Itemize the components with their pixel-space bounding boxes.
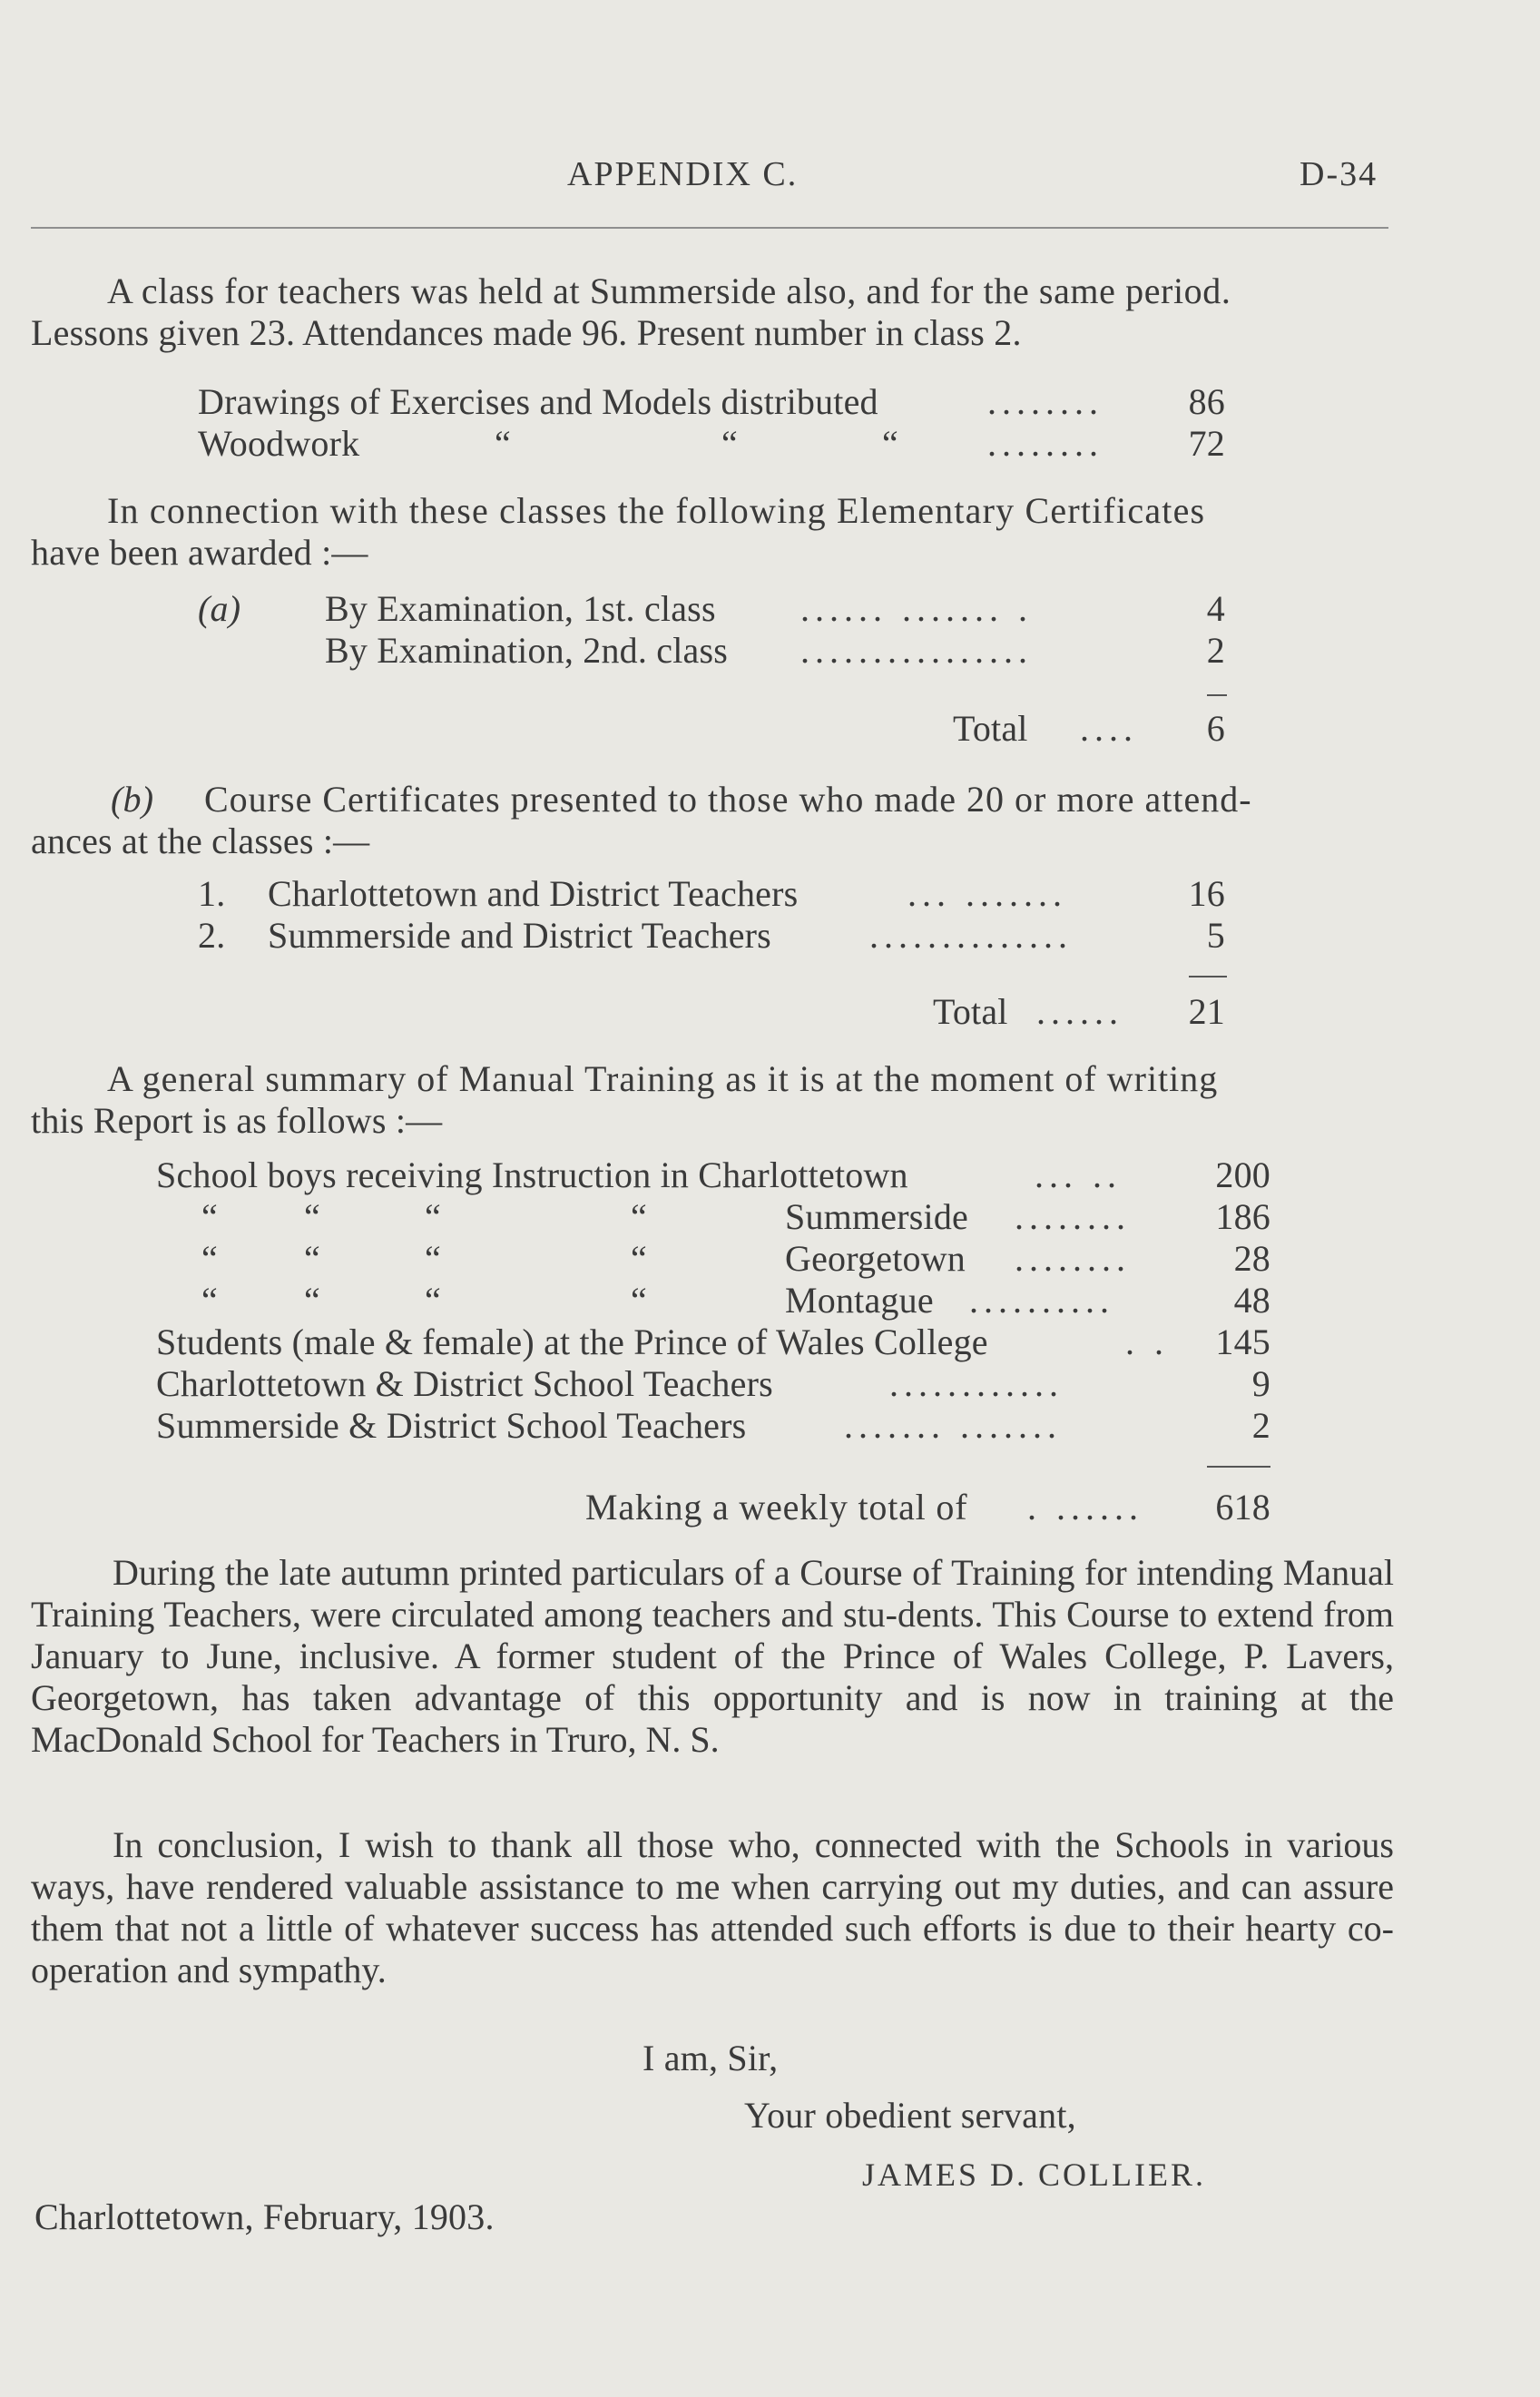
course-row-2-leader: ..............	[869, 915, 1073, 956]
summary-row-1-label: School boys receiving Instruction in Charlottetown	[156, 1154, 908, 1195]
salutation: I am, Sir,	[642, 2038, 779, 2078]
intro-line-2: Lessons given 23. Attendances made 96. Present number in class 2.	[31, 312, 1022, 353]
ditto-mark: “	[304, 1196, 320, 1237]
summary-row-5-leader: . .	[1125, 1321, 1169, 1362]
ditto-mark: “	[721, 423, 738, 464]
ditto-mark: “	[304, 1280, 320, 1321]
summary-row-6-leader: ............	[889, 1363, 1064, 1404]
summary-row-5-value: 145	[1215, 1321, 1270, 1362]
summary-intro-line-1: A general summary of Manual Training as it is at the moment of writing	[107, 1058, 1219, 1099]
summary-row-6-label: Charlottetown & District School Teachers	[156, 1363, 773, 1404]
ditto-mark: “	[304, 1238, 320, 1279]
course-row-2-value: 5	[1206, 915, 1225, 956]
course-row-1-index: 1.	[198, 873, 226, 914]
elementary-total-leader: ....	[1080, 708, 1138, 749]
intro-line-1: A class for teachers was held at Summerside also, and for the same period.	[107, 270, 1231, 311]
course-total-label: Total	[933, 991, 1008, 1032]
summary-row-4-label: Montague	[785, 1280, 934, 1321]
signature-name: JAMES D. COLLIER.	[862, 2156, 1207, 2193]
summary-total-value: 618	[1215, 1487, 1270, 1528]
summary-row-7-label: Summerside & District School Teachers	[156, 1405, 747, 1446]
summary-row-1-value: 200	[1215, 1154, 1270, 1195]
ditto-mark: “	[631, 1196, 647, 1237]
elementary-total-value: 6	[1206, 708, 1225, 749]
ditto-mark: “	[425, 1280, 441, 1321]
course-intro-line-2: ances at the classes :—	[31, 820, 370, 861]
summary-total-leader: . ......	[1027, 1487, 1143, 1528]
ditto-mark: “	[425, 1196, 441, 1237]
ditto-mark: “	[631, 1238, 647, 1279]
sum-rule	[1189, 976, 1227, 977]
summary-row-3-leader: ........	[1015, 1238, 1131, 1279]
summary-row-2-value: 186	[1215, 1196, 1270, 1237]
summary-row-4-value: 48	[1233, 1280, 1270, 1321]
ditto-mark: “	[425, 1238, 441, 1279]
summary-row-7-value: 2	[1251, 1405, 1270, 1446]
distribution-row-2-leader: ........	[987, 423, 1104, 464]
conclusion-paragraph	[31, 1824, 1394, 1991]
distribution-row-1-label: Drawings of Exercises and Models distributed	[198, 381, 878, 422]
section-marker-a: (a)	[198, 588, 241, 629]
elementary-row-1-label: By Examination, 1st. class	[325, 588, 716, 629]
certificates-intro-line-2: have been awarded :—	[31, 532, 368, 573]
sum-rule	[1207, 694, 1227, 696]
conclusion-paragraph-text: In conclusion, I wish to thank all those who, connected with the Schools in various ways, have rendered valuable assistance to me when carrying out my duties, and can assure them that not a little of whatever success has attended such efforts is due to their hearty co-operation and sympathy.	[31, 1824, 1394, 1990]
ditto-mark: “	[201, 1196, 218, 1237]
training-paragraph-text: During the late autumn printed particulars of a Course of Training for intending Manual Training Teachers, were circulated among teachers and stu-dents. This Course to extend from January to June, inclusive. A former student of the Prince of Wales College, P. Lavers, Georgetown, has taken advantage of this opportunity and is now in training at the MacDonald School for Teachers in Truro, N. S.	[31, 1552, 1394, 1760]
summary-row-7-leader: ....... .......	[844, 1405, 1062, 1446]
elementary-row-2-leader: ................	[800, 630, 1033, 671]
distribution-row-2-value: 72	[1188, 423, 1225, 464]
ditto-mark: “	[631, 1280, 647, 1321]
summary-intro-line-2: this Report is as follows :—	[31, 1100, 443, 1141]
distribution-row-1-value: 86	[1188, 381, 1225, 422]
course-row-1-label: Charlottetown and District Teachers	[268, 873, 799, 914]
ditto-mark: “	[882, 423, 898, 464]
summary-row-4-leader: ..........	[969, 1280, 1114, 1321]
distribution-row-1-leader: ........	[987, 381, 1104, 422]
distribution-row-2-label: Woodwork	[198, 423, 360, 464]
page-header-title: APPENDIX C.	[567, 155, 799, 193]
summary-row-3-value: 28	[1233, 1238, 1270, 1279]
certificates-intro-line-1: In connection with these classes the following Elementary Certificates	[107, 490, 1206, 531]
training-paragraph	[31, 1552, 1394, 1761]
elementary-row-2-value: 2	[1206, 630, 1225, 671]
sum-rule	[1207, 1466, 1270, 1468]
elementary-row-2-label: By Examination, 2nd. class	[325, 630, 729, 671]
summary-row-2-leader: ........	[1015, 1196, 1131, 1237]
course-total-value: 21	[1188, 991, 1225, 1032]
ditto-mark: “	[201, 1238, 218, 1279]
summary-total-label: Making a weekly total of	[585, 1487, 968, 1528]
summary-row-5-label: Students (male & female) at the Prince of Wales College	[156, 1321, 988, 1362]
elementary-total-label: Total	[953, 708, 1028, 749]
place-and-date: Charlottetown, February, 1903.	[34, 2196, 495, 2237]
course-row-2-label: Summerside and District Teachers	[268, 915, 771, 956]
header-rule	[31, 227, 1388, 229]
valediction: Your obedient servant,	[744, 2095, 1076, 2136]
ditto-mark: “	[201, 1280, 218, 1321]
course-total-leader: ......	[1036, 991, 1123, 1032]
elementary-row-1-value: 4	[1206, 588, 1225, 629]
summary-row-3-label: Georgetown	[785, 1238, 966, 1279]
summary-row-2-label: Summerside	[785, 1196, 968, 1237]
course-row-1-value: 16	[1188, 873, 1225, 914]
ditto-mark: “	[495, 423, 511, 464]
summary-row-1-leader: ... ..	[1035, 1154, 1122, 1195]
elementary-row-1-leader: ...... ....... .	[800, 588, 1033, 629]
course-row-1-leader: ... .......	[907, 873, 1067, 914]
course-intro-line-1: Course Certificates presented to those who made 20 or more attend-	[204, 779, 1252, 820]
course-row-2-index: 2.	[198, 915, 226, 956]
page-number: D-34	[1300, 155, 1378, 193]
section-marker-b: (b)	[111, 779, 154, 820]
summary-row-6-value: 9	[1251, 1363, 1270, 1404]
